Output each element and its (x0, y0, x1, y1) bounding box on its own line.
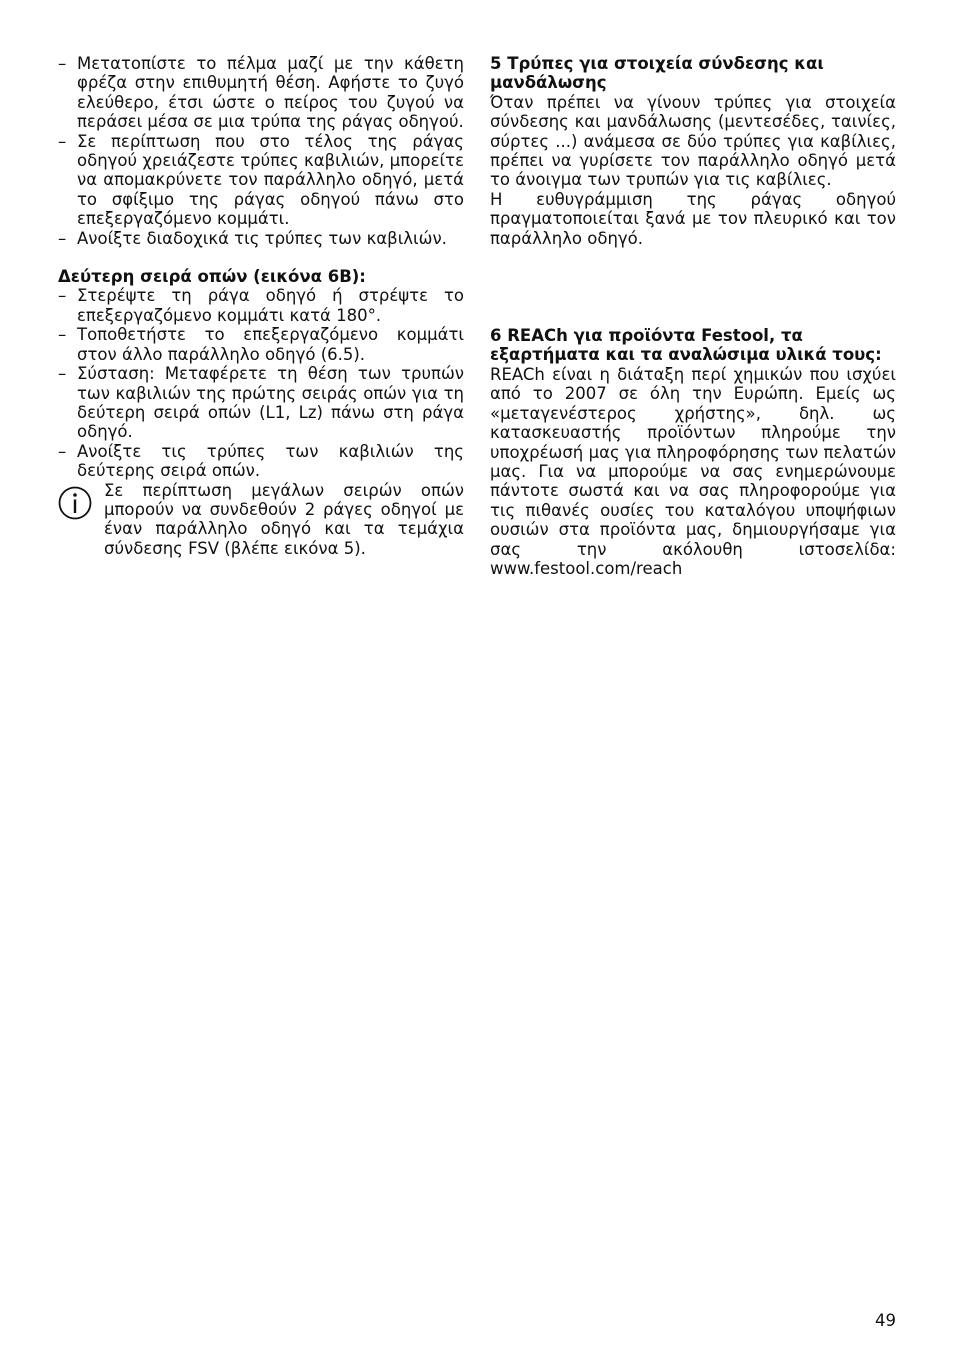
spacer (58, 248, 464, 267)
section-5-paragraph: Όταν πρέπει να γίνουν τρύπες για στοιχεία σύνδεσης και μανδάλωσης (μεντεσέδες, ταινίες, σύρτες ...) ανάμεσα σε δύο τρύπες για καβίλιες, πρέπει να γυρίσετε τον παράλληλο οδηγό μετά το άνοιγμα των τρυπών για τις καβίλιες. (490, 92, 896, 190)
list-item-text: Στερέψτε τη ράγα οδηγό ή στρέψτε το επεξεργαζόμενο κομμάτι κατά 180°. (77, 286, 464, 325)
page-number: 49 (875, 1311, 896, 1330)
section-6-paragraph: REACh είναι η διάταξη περί χημικών που ισχύει από το 2007 σε όλη την Ευρώπη. Εμείς ως «μεταγενέστερος χρήστης», δηλ. ως κατασκευαστής προϊόντων πληρούμε την υποχρέωσή μας για πληροφόρησης των πελατών μας. Για να μπορούμε να σας ενημερώνουμε πάντοτε σωστά και να σας πληροφορούμε για τις πιθανές ουσίες του καταλόγου υποψήφιων ουσιών στα προϊόντα μας, δημιουργήσαμε για σας την ακόλουθη ιστοσελίδα: www.festool.com/reach (490, 364, 896, 578)
list-item-text: Μετατοπίστε το πέλμα μαζί με την κάθετη φρέζα στην επιθυμητή θέση. Αφήστε το ζυγό ελεύθερο, έτσι ώστε ο πείρος του ζυγού να περάσει μέσα σε μια τρύπα της ράγας οδηγού. (77, 54, 464, 132)
dash: – (58, 228, 67, 248)
list-item-text: Σε περίπτωση που στο τέλος της ράγας οδηγού χρειάζεστε τρύπες καβιλιών, μπορείτε να απομακρύνετε τον παράλληλο οδηγό, μετά το σφίξιμο της ράγας οδηγού πάνω στο επεξεργαζόμενο κομμάτι. (77, 131, 464, 229)
dash: – (58, 54, 67, 73)
dash: – (58, 325, 67, 345)
section-6-heading: 6 REACh για προϊόντα Festool, τα εξαρτήματα και τα αναλώσιμα υλικά τους: (490, 326, 882, 365)
list-item (58, 364, 464, 442)
info-note (58, 481, 464, 559)
list-item-text: Σύσταση: Μεταφέρετε τη θέση των τρυπών των καβιλιών της πρώτης σειράς οπών για τη δεύτερη σειρά οπών (L1, Lz) πάνω στη ράγα οδηγό. (77, 364, 464, 442)
list-item (58, 286, 464, 325)
dash: – (58, 441, 67, 461)
section-5-paragraph: Η ευθυγράμμιση της ράγας οδηγού πραγματοποιείται ξανά με τον πλευρικό και τον παράλληλο οδηγό. (490, 189, 896, 248)
left-column (58, 54, 464, 558)
list-item (58, 54, 464, 132)
list-item (58, 442, 464, 481)
list-item-text: Ανοίξτε διαδοχικά τις τρύπες των καβιλιών. (77, 228, 447, 248)
list-item (58, 325, 464, 364)
list-item-text: Τοποθετήστε το επεξεργαζόμενο κομμάτι στον άλλο παράλληλο οδηγό (6.5). (77, 325, 464, 364)
note-text: Σε περίπτωση μεγάλων σειρών οπών μπορούν να συνδεθούν 2 ράγες οδηγοί με έναν παράλληλο οδηγό και τα τεμάχια σύνδεσης FSV (βλέπε εικόνα 5). (104, 480, 464, 558)
spacer (490, 248, 896, 326)
dash: – (58, 131, 67, 151)
info-icon (58, 486, 92, 520)
second-row-heading: Δεύτερη σειρά οπών (εικόνα 6B): (58, 267, 366, 287)
dash: – (58, 364, 67, 384)
section-5-heading: 5 Τρύπες για στοιχεία σύνδεσης και μανδάλωσης (490, 54, 824, 93)
dash: – (58, 286, 67, 306)
list-item-text: Ανοίξτε τις τρύπες των καβιλιών της δεύτερης σειρά οπών. (77, 441, 464, 481)
list-item (58, 132, 464, 229)
right-column (490, 54, 896, 578)
list-item (58, 229, 464, 248)
